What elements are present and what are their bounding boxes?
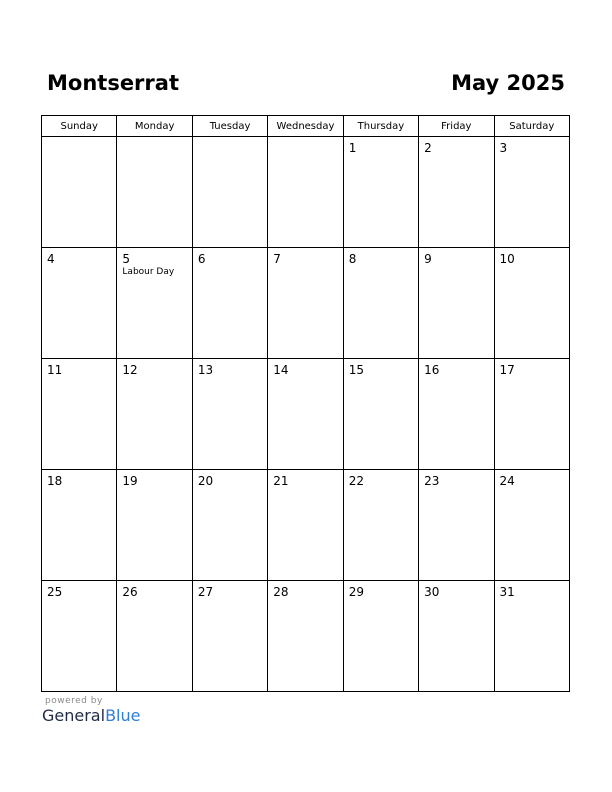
day-number	[193, 137, 267, 155]
day-number: 6	[197, 252, 206, 266]
footer-branding	[42, 696, 140, 725]
week-row	[42, 248, 570, 359]
day-cell	[494, 470, 569, 581]
day-cell	[42, 470, 117, 581]
generalblue-logo	[42, 707, 140, 725]
day-cell	[268, 248, 343, 359]
day-number: 21	[273, 474, 289, 488]
day-number: 7	[273, 252, 281, 266]
day-number: 25	[47, 585, 63, 599]
day-number: 30	[424, 585, 440, 599]
day-number	[42, 137, 116, 155]
day-cell	[192, 248, 267, 359]
day-number: 4	[47, 252, 55, 266]
day-number: 3	[499, 141, 508, 155]
day-cell	[117, 248, 192, 359]
day-number: 10	[499, 252, 515, 266]
day-cell	[42, 137, 117, 248]
logo-text-blue: Blue	[105, 706, 141, 725]
day-cell	[419, 137, 494, 248]
day-cell	[343, 359, 418, 470]
week-row	[42, 581, 570, 692]
day-cell	[494, 581, 569, 692]
holiday-label: Labour Day	[122, 267, 175, 277]
day-number: 15	[348, 363, 364, 377]
day-cell	[268, 581, 343, 692]
day-number: 2	[424, 141, 432, 155]
day-number: 27	[197, 585, 214, 599]
weekday-header: Saturday	[494, 116, 569, 137]
day-number: 31	[499, 585, 515, 599]
weekday-header-row	[42, 116, 570, 137]
day-cell	[419, 248, 494, 359]
day-number: 12	[122, 363, 138, 377]
day-cell	[192, 359, 267, 470]
day-cell	[494, 248, 569, 359]
day-number: 16	[424, 363, 440, 377]
day-cell	[268, 137, 343, 248]
day-cell	[343, 137, 418, 248]
day-cell	[42, 248, 117, 359]
day-cell	[42, 581, 117, 692]
day-number	[268, 137, 342, 155]
week-row	[42, 470, 570, 581]
day-cell	[117, 581, 192, 692]
weekday-header: Tuesday	[192, 116, 267, 137]
day-number: 17	[499, 363, 515, 377]
day-number: 1	[348, 141, 357, 155]
calendar-grid	[41, 115, 570, 692]
week-row	[42, 359, 570, 470]
day-cell	[117, 470, 192, 581]
day-cell	[419, 581, 494, 692]
day-number: 26	[122, 585, 138, 599]
powered-by-label: powered by	[45, 696, 103, 706]
day-cell	[419, 470, 494, 581]
weekday-header: Thursday	[343, 116, 418, 137]
day-cell	[494, 359, 569, 470]
day-number: 9	[424, 252, 432, 266]
day-number: 5	[122, 252, 131, 266]
day-cell	[494, 137, 569, 248]
day-cell	[117, 359, 192, 470]
day-cell	[42, 359, 117, 470]
day-cell	[343, 581, 418, 692]
day-cell	[268, 359, 343, 470]
day-cell	[343, 248, 418, 359]
day-number: 24	[499, 474, 515, 488]
logo-text-general: General	[42, 706, 106, 725]
day-cell	[192, 470, 267, 581]
day-cell	[192, 581, 267, 692]
day-number: 20	[197, 474, 214, 488]
day-cell	[117, 137, 192, 248]
day-cell	[268, 470, 343, 581]
weekday-header: Sunday	[42, 116, 117, 137]
day-cell	[192, 137, 267, 248]
day-number: 19	[122, 474, 138, 488]
weekday-header: Wednesday	[268, 116, 343, 137]
day-number: 23	[424, 474, 440, 488]
week-row	[42, 137, 570, 248]
weekday-header: Friday	[419, 116, 494, 137]
day-number: 14	[273, 363, 289, 377]
month-title: May 2025	[451, 71, 565, 95]
day-cell	[343, 470, 418, 581]
day-number: 8	[348, 252, 357, 266]
day-number: 22	[348, 474, 364, 488]
day-number: 13	[197, 363, 214, 377]
day-number: 29	[348, 585, 364, 599]
country-title: Montserrat	[47, 71, 179, 95]
day-cell	[419, 359, 494, 470]
day-number: 18	[47, 474, 63, 488]
day-number: 28	[273, 585, 289, 599]
day-number: 11	[47, 363, 63, 377]
weekday-header: Monday	[117, 116, 192, 137]
day-number	[117, 137, 191, 155]
